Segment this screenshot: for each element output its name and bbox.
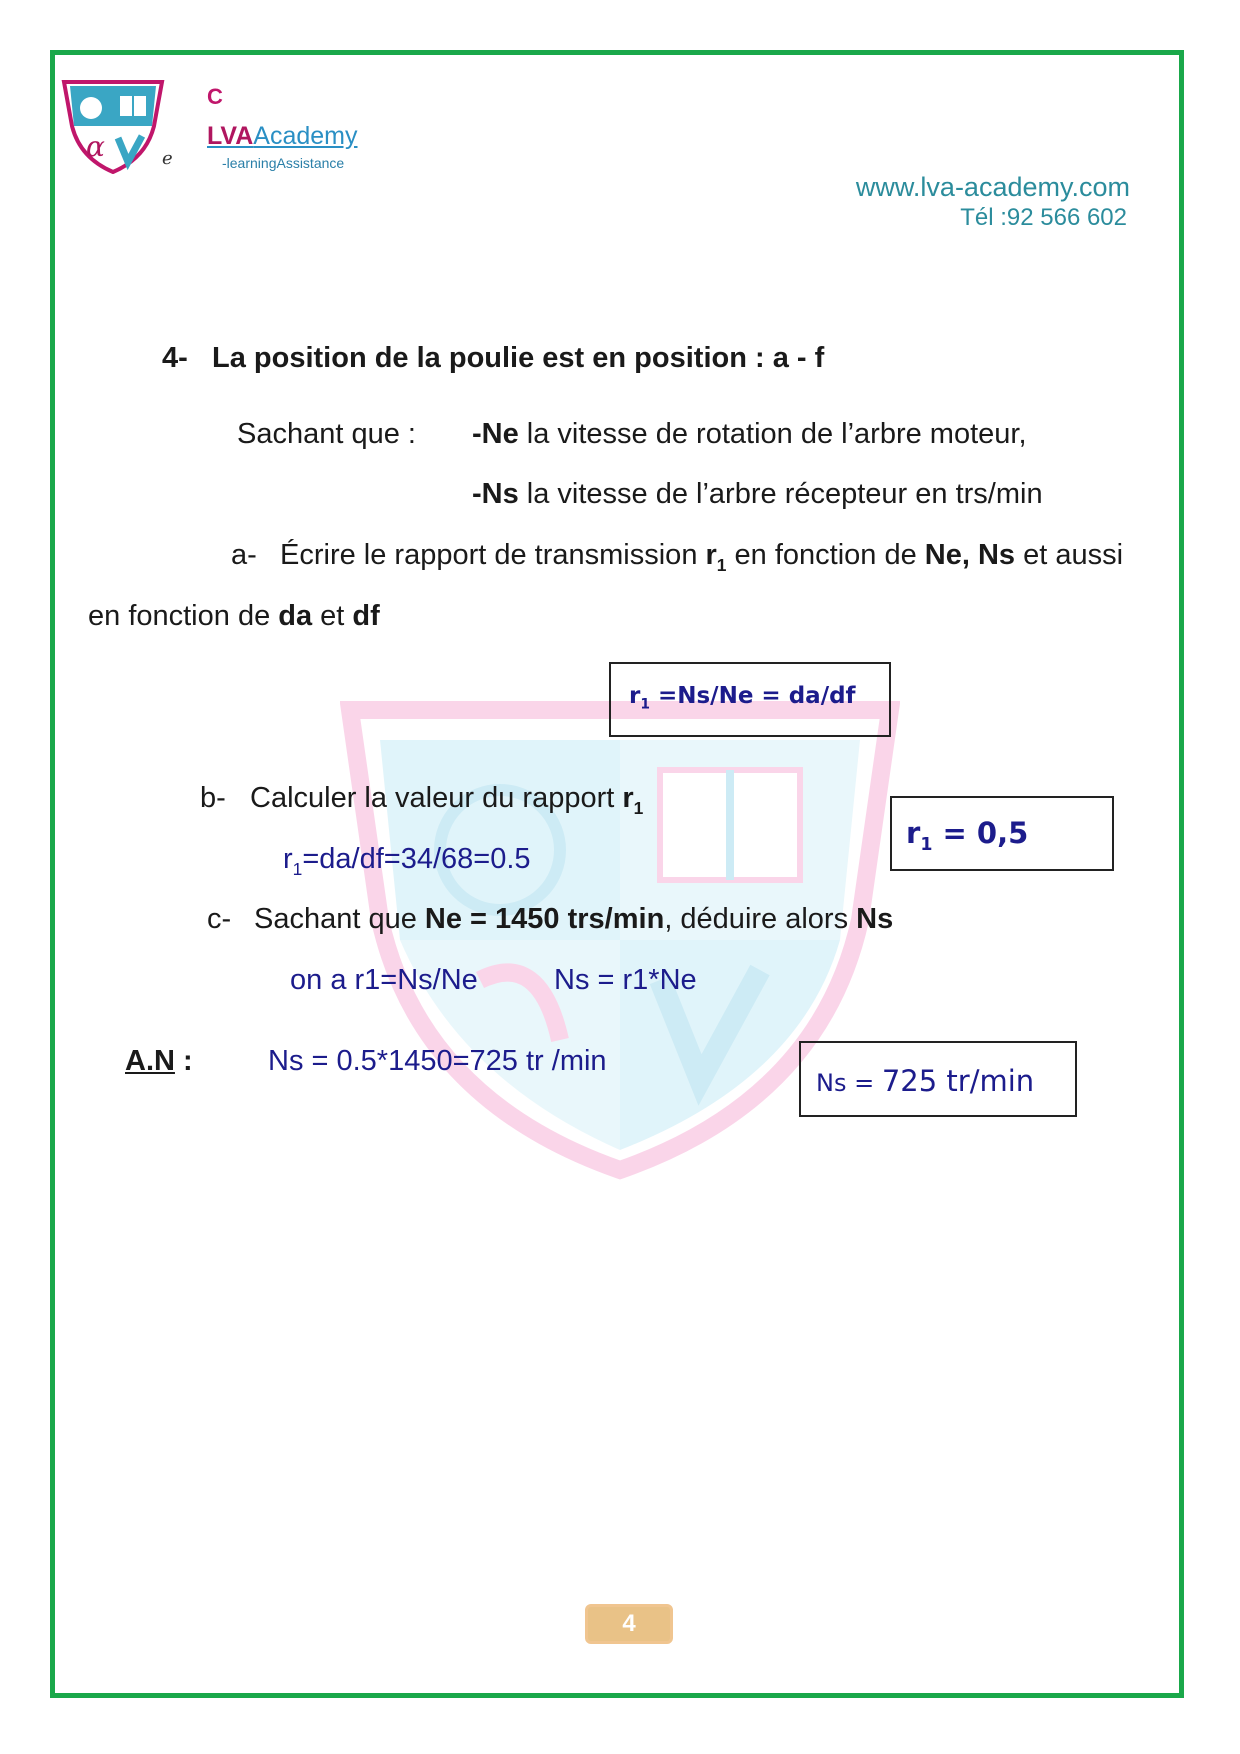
page-number: 4: [585, 1604, 673, 1644]
part-a-label: a-: [231, 539, 257, 571]
part-b-answer: $r_1=da/df=34/68=0.5$: [283, 843, 531, 879]
brand-subtitle: -learningAssistance: [222, 155, 345, 171]
ne-definition: -Ne la vitesse de rotation de l’arbre moteur,: [472, 418, 1027, 450]
question-title: La position de la poulie est en position : a - f: [212, 342, 825, 374]
answer-b-value: $r_1 = 0,5$: [906, 816, 1029, 855]
phone-number: Tél :92 566 602: [960, 204, 1127, 231]
brand-lva: LVA: [207, 122, 254, 150]
brand-e: e: [162, 148, 173, 169]
lva-academy-logo: [58, 78, 168, 174]
part-a-text-line2: en fonction de da et df: [88, 600, 380, 632]
an-value: Ns = 0.5*1450=725 tr /min: [268, 1045, 607, 1077]
answer-a-formula: $r_1 =Ns/Ne = da/df$: [629, 683, 856, 713]
part-c-text: Sachant que Ne = 1450 trs/min, déduire alors Ns: [254, 903, 894, 935]
part-c-on-a: on a r1=Ns/Ne: [290, 964, 478, 996]
answer-c-value: Ns = 725 tr/min: [816, 1064, 1035, 1098]
website-link[interactable]: www.lva-academy.com: [855, 172, 1130, 202]
part-c-ns-formula: Ns = r1*Ne: [554, 964, 697, 996]
ns-definition: -Ns la vitesse de l’arbre récepteur en trs/min: [472, 478, 1043, 510]
svg-text:α: α: [86, 130, 105, 163]
question-number: 4-: [162, 342, 188, 374]
part-a-text: Écrire le rapport de transmission $r_1$ en fonction de Ne, Ns et aussi: [280, 539, 1124, 575]
brand-academy: Academy: [253, 122, 358, 150]
sachant-label: Sachant que :: [237, 418, 416, 450]
brand-name[interactable]: [207, 122, 358, 151]
part-b-label: b-: [200, 782, 226, 814]
an-label: A.N :: [125, 1045, 193, 1077]
brand-letter: C: [207, 84, 223, 109]
part-b-text: Calculer la valeur du rapport $r_1$: [250, 782, 644, 818]
part-c-label: c-: [207, 903, 232, 935]
